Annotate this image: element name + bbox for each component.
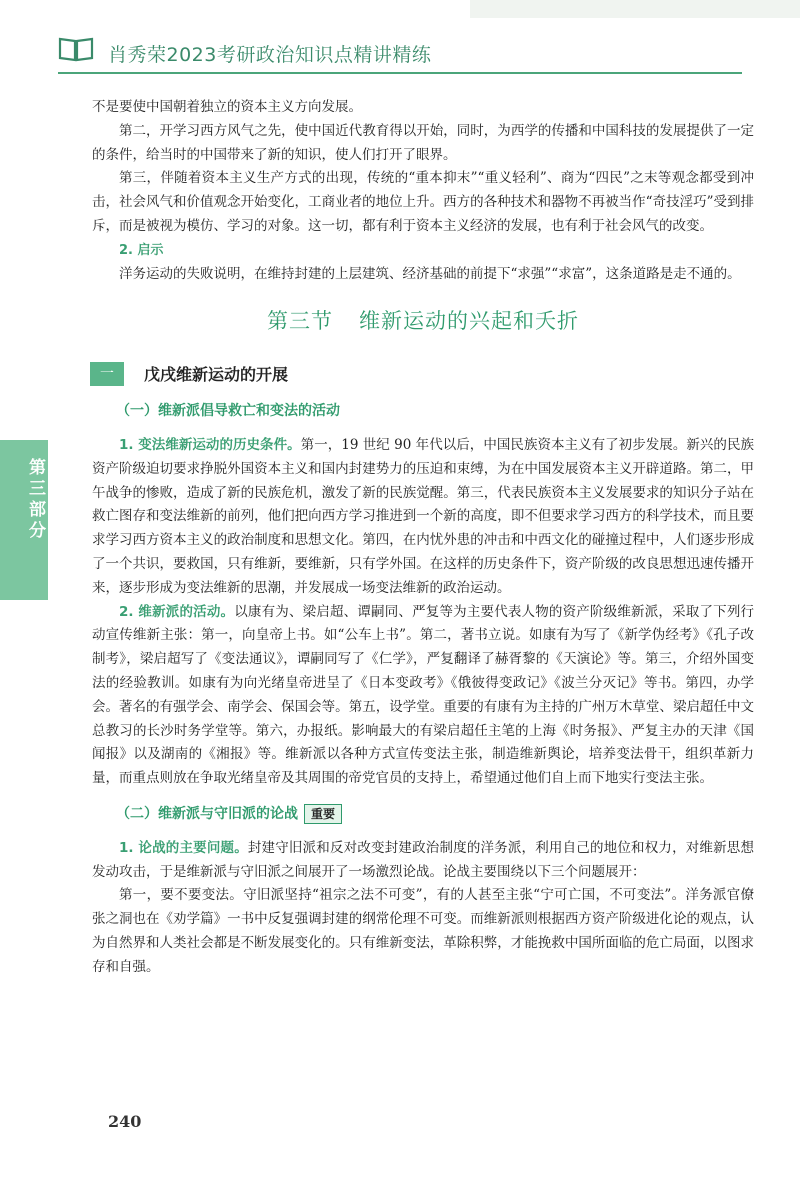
paragraph-body: 第一，19 世纪 90 年代以后，中国民族资本主义有了初步发展。新兴的民族资产阶级迫切要求挣脱外国资本主义和国内封建势力的压迫和束缚，为在中国发展资本主义开辟道路。第二，甲午战争的惨败，造成了新的民族危机，激发了新的民族觉醒。第三，代表民族资本主义发展要求的知识分子站在救亡图存和变法维新的前列，他们把向西方学习推进到一个新的高度，即不但要求学习西方的科学技术，而且要求学习西方资本主义的政治制度和思想文化。第四，在内忧外患的冲击和中西文化的碰撞过程中，人们逐步形成了一个共识，要救国，只有维新，要维新，只有学外国。在这样的历史条件下，资产阶级的改良思想迅速传播开来，逐步形成为变法维新的思潮，并发展成一场变法维新的政治运动。 <box>92 436 754 596</box>
heading-qishi: 2. 启示 <box>119 242 164 258</box>
paragraph-b1 <box>92 837 754 885</box>
header-rule <box>58 72 742 74</box>
side-tab <box>0 440 48 600</box>
subheading-b-row <box>116 803 754 827</box>
paragraph-lead: 1. 变法维新运动的历史条件。 <box>119 436 301 453</box>
paragraph-a1 <box>92 434 754 601</box>
section-name: 维新运动的兴起和夭折 <box>359 309 579 334</box>
paragraph-qishi: 洋务运动的失败说明，在维持封建的上层建筑、经济基础的前提下“求强”“求富”，这条道路是走不通的。 <box>119 265 741 282</box>
paragraph: 不是要使中国朝着独立的资本主义方向发展。 <box>92 99 362 115</box>
subsection-heading <box>92 356 754 396</box>
paragraph: 第二，开学习西方风气之先，使中国近代教育得以开始，同时，为西学的传播和中国科技的发展提供了一定的条件，给当时的中国带来了新的知识，使人们打开了眼界。 <box>92 122 754 163</box>
side-tab-label: 第三部分 <box>25 458 45 542</box>
section-number: 第三节 <box>267 309 333 334</box>
paragraph-lead: 1. 论战的主要问题。 <box>119 839 248 856</box>
subheading-a: （一）维新派倡导救亡和变法的活动 <box>116 403 340 420</box>
page-header <box>0 0 800 90</box>
paragraph: 第三，伴随着资本主义生产方式的出现，传统的“重本抑末”“重义轻利”、商为“四民”之末等观念都受到冲击，社会风气和价值观念开始变化，工商业者的地位上升。西方的各种技术和器物不再被当作“奇技淫巧”受到排斥，而是被视为模仿、学习的对象。这一切，都有利于资本主义经济的发展，也有利于社会风气的改变。 <box>92 170 754 234</box>
section-title <box>92 310 754 334</box>
paragraph-a2 <box>92 601 754 791</box>
subsection-number-box <box>90 362 124 386</box>
subheading-b: （二）维新派与守旧派的论战 <box>116 805 298 822</box>
subsection-number: 一 <box>100 366 114 383</box>
book-title: 肖秀荣2023考研政治知识点精讲精练 <box>108 44 432 66</box>
page-content <box>92 96 754 980</box>
paragraph-body: 封建守旧派和反对改变封建政治制度的洋务派，利用自己的地位和权力，对维新思想发动攻击，于是维新派与守旧派之间展开了一场激烈论战。论战主要围绕以下三个问题展开： <box>92 839 754 880</box>
importance-badge: 重要 <box>304 804 342 824</box>
subsection-title: 戊戌维新运动的开展 <box>144 365 289 385</box>
paragraph-body: 以康有为、梁启超、谭嗣同、严复等为主要代表人物的资产阶级维新派，采取了下列行动宣传维新主张：第一，向皇帝上书。如“公车上书”。第二，著书立说。如康有为写了《新学伪经考》《孔子改制考》，梁启超写了《变法通议》，谭嗣同写了《仁学》，严复翻译了赫胥黎的《天演论》等。第三，介绍外国变法的经验教训。如康有为向光绪皇帝进呈了《日本变政考》《俄彼得变政记》《波兰分灭记》等书。第四，办学会。著名的有强学会、南学会、保国会等。第五，设学堂。重要的有康有为主持的广州万木草堂、梁启超任中文总教习的长沙时务学堂等。第六，办报纸。影响最大的有梁启超任主笔的上海《时务报》、严复主办的天津《国闻报》以及湖南的《湘报》等。维新派以各种方式宣传变法主张，制造维新舆论，培养变法骨干，组织革新力量，而重点则放在争取光绪皇帝及其周围的帝党官员的支持上，希望通过他们自上而下地实行变法主张。 <box>92 603 754 787</box>
open-book-icon <box>58 36 94 62</box>
page-number: 240 <box>108 1112 142 1131</box>
paragraph-b2: 第一，要不要变法。守旧派坚持“祖宗之法不可变”，有的人甚至主张“宁可亡国，不可变法”。洋务派官僚张之洞也在《劝学篇》一书中反复强调封建的纲常伦理不可变。而维新派则根据西方资产阶级进化论的观点，认为自然界和人类社会都是不断发展变化的。只有维新变法，革除积弊，才能挽救中国所面临的危亡局面，以图求存和自强。 <box>92 887 754 975</box>
paragraph-lead: 2. 维新派的活动。 <box>119 603 235 620</box>
